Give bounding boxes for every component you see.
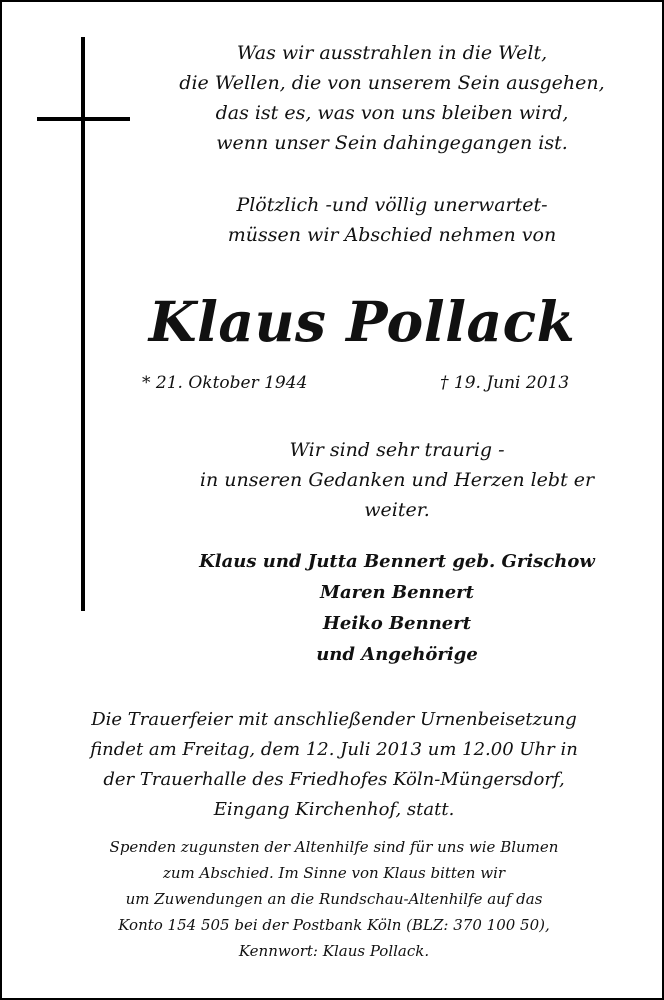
cross-icon-crossbar: [37, 117, 130, 121]
death-date: † 19. Juni 2013: [440, 373, 570, 393]
cross-icon: [81, 37, 85, 611]
closing-line: Wir sind sehr traurig -: [289, 439, 505, 461]
funeral-service-info: [22, 705, 646, 825]
mourner-line: Heiko Bennert: [322, 613, 472, 634]
closing-line: in unseren Gedanken und Herzen lebt er: [199, 469, 595, 491]
donation-line: zum Abschied. Im Sinne von Klaus bitten wir: [162, 864, 506, 882]
announcement-intro: [152, 190, 632, 250]
donation-line: Spenden zugunsten der Altenhilfe sind für uns wie Blumen: [109, 838, 559, 856]
quote-line: die Wellen, die von unserem Sein ausgehen,: [179, 72, 605, 94]
closing-words: [162, 435, 632, 525]
mourners-list: [162, 546, 632, 670]
quote-line: Was wir ausstrahlen in die Welt,: [236, 42, 548, 64]
service-line: der Trauerhalle des Friedhofes Köln-Müngersdorf,: [103, 769, 565, 790]
service-line: findet am Freitag, dem 12. Juli 2013 um 12.00 Uhr in: [90, 739, 578, 760]
service-line: Eingang Kirchenhof, statt.: [213, 799, 455, 820]
mourner-line: Klaus und Jutta Bennert geb. Grischow: [199, 551, 595, 572]
intro-line: Plötzlich -und völlig unerwartet-: [236, 194, 548, 216]
mourner-line: Maren Bennert: [320, 582, 474, 603]
intro-line: müssen wir Abschied nehmen von: [227, 224, 557, 246]
birth-date: * 21. Oktober 1944: [142, 373, 308, 393]
quote-line: das ist es, was von uns bleiben wird,: [215, 102, 569, 124]
mourner-line: und Angehörige: [316, 644, 478, 665]
service-line: Die Trauerfeier mit anschließender Urnenbeisetzung: [91, 709, 577, 730]
donation-line: Kennwort: Klaus Pollack.: [238, 942, 430, 960]
donation-info: [22, 834, 646, 964]
donation-line: um Zuwendungen an die Rundschau-Altenhilfe auf das: [125, 890, 543, 908]
quote-line: wenn unser Sein dahingegangen ist.: [216, 132, 568, 154]
deceased-name: Klaus Pollack: [148, 289, 576, 354]
memorial-quote: [152, 38, 632, 158]
donation-line: Konto 154 505 bei der Postbank Köln (BLZ: 370 100 50),: [118, 916, 550, 934]
closing-line: weiter.: [364, 499, 430, 521]
